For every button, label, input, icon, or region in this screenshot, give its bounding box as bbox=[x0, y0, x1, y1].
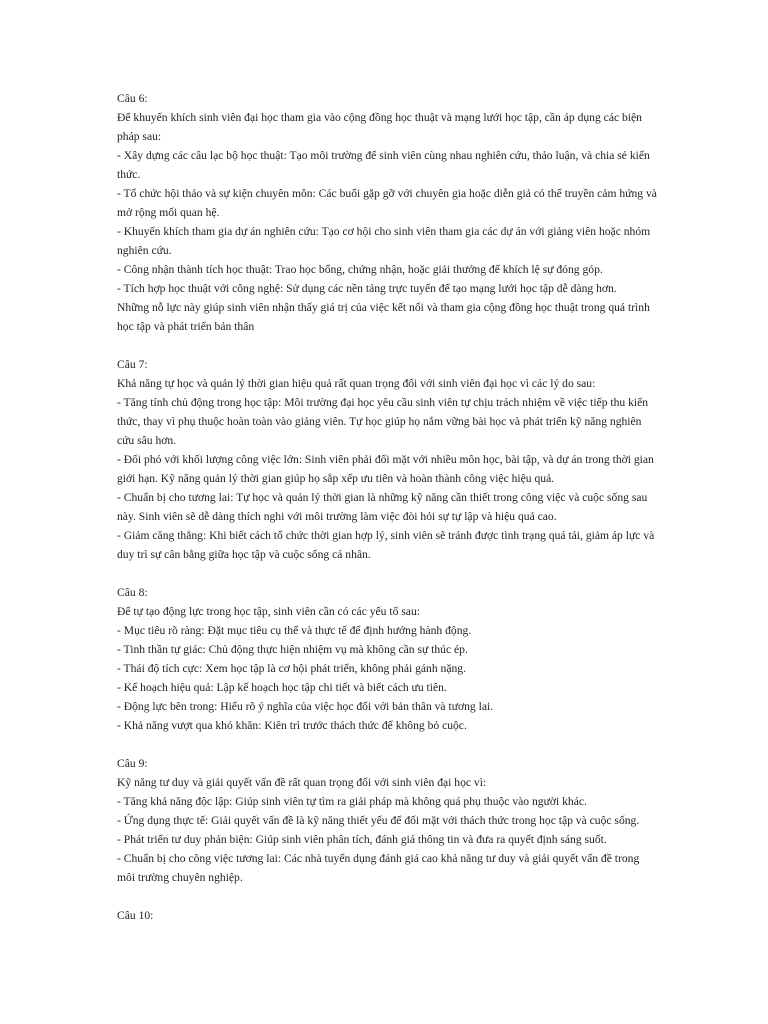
paragraph-line: - Tinh thần tự giác: Chủ động thực hiện nhiệm vụ mà không cần sự thúc ép. bbox=[117, 643, 468, 656]
paragraph-line: - Chuẩn bị cho tương lai: Tự học và quản lý thời gian là những kỹ năng cần thiết trong công việc và cuộc sống sau này. Sinh viên sẽ dễ dàng thích nghi với môi trường làm việc đòi hỏi sự tự lập và hiệu quả cao. bbox=[117, 491, 648, 523]
paragraph-line: - Động lực bên trong: Hiểu rõ ý nghĩa của việc học đối với bản thân và tương lai. bbox=[117, 700, 494, 713]
section-cau-9 bbox=[117, 754, 657, 887]
paragraph-line: Để khuyến khích sinh viên đại học tham gia vào cộng đồng học thuật và mạng lưới học tập, cần áp dụng các biện pháp sau: bbox=[117, 111, 642, 143]
section-heading: Câu 7: bbox=[117, 358, 148, 371]
paragraph-line: - Ứng dụng thực tế: Giải quyết vấn đề là kỹ năng thiết yếu để đối mặt với thách thức trong học tập và cuộc sống. bbox=[117, 814, 640, 827]
paragraph-line: - Tổ chức hội thảo và sự kiện chuyên môn: Các buổi gặp gỡ với chuyên gia hoặc diễn giả có thể truyền cảm hứng và mở rộng mối quan hệ. bbox=[117, 187, 657, 219]
paragraph-line: - Xây dựng các câu lạc bộ học thuật: Tạo môi trường để sinh viên cùng nhau nghiên cứu, thảo luận, và chia sẻ kiến thức. bbox=[117, 149, 650, 181]
paragraph-line: Để tự tạo động lực trong học tập, sinh viên cần có các yếu tố sau: bbox=[117, 605, 420, 618]
section-cau-7 bbox=[117, 355, 657, 564]
document-page bbox=[117, 89, 657, 944]
paragraph-line: - Thái độ tích cực: Xem học tập là cơ hội phát triển, không phải gánh nặng. bbox=[117, 662, 466, 675]
paragraph-line: - Kế hoạch hiệu quả: Lập kế hoạch học tập chi tiết và biết cách ưu tiên. bbox=[117, 681, 447, 694]
paragraph-line: - Giảm căng thẳng: Khi biết cách tổ chức thời gian hợp lý, sinh viên sẽ tránh được tình trạng quá tải, giảm áp lực và duy trì sự cân bằng giữa học tập và cuộc sống cá nhân. bbox=[117, 529, 655, 561]
section-heading: Câu 6: bbox=[117, 92, 148, 105]
paragraph-line: - Khả năng vượt qua khó khăn: Kiên trì trước thách thức để không bỏ cuộc. bbox=[117, 719, 467, 732]
section-cau-8 bbox=[117, 583, 657, 735]
paragraph-line: - Tăng tính chủ động trong học tập: Môi trường đại học yêu cầu sinh viên tự chịu trách nhiệm về việc tiếp thu kiến thức, thay vì phụ thuộc hoàn toàn vào giảng viên. Tự học giúp họ nắm vững bài học và phát triển kỹ năng nghiên cứu sâu hơn. bbox=[117, 396, 649, 447]
section-heading: Câu 10: bbox=[117, 909, 154, 922]
section-heading: Câu 8: bbox=[117, 586, 148, 599]
paragraph-line: - Tích hợp học thuật với công nghệ: Sử dụng các nền tảng trực tuyến để tạo mạng lưới học tập dễ dàng hơn. bbox=[117, 282, 617, 295]
section-cau-10 bbox=[117, 906, 657, 925]
paragraph-line: - Chuẩn bị cho công việc tương lai: Các nhà tuyển dụng đánh giá cao khả năng tư duy và giải quyết vấn đề trong môi trường chuyên nghiệp. bbox=[117, 852, 640, 884]
section-cau-6 bbox=[117, 89, 657, 336]
paragraph-line: - Mục tiêu rõ ràng: Đặt mục tiêu cụ thể và thực tế để định hướng hành động. bbox=[117, 624, 472, 637]
paragraph-line: - Khuyến khích tham gia dự án nghiên cứu: Tạo cơ hội cho sinh viên tham gia các dự án với giảng viên hoặc nhóm nghiên cứu. bbox=[117, 225, 651, 257]
paragraph-line: Kỹ năng tư duy và giải quyết vấn đề rất quan trọng đối với sinh viên đại học vì: bbox=[117, 776, 487, 789]
section-heading: Câu 9: bbox=[117, 757, 148, 770]
paragraph-line: Những nỗ lực này giúp sinh viên nhận thấy giá trị của việc kết nối và tham gia cộng đồng học thuật trong quá trình học tập và phát triển bản thân bbox=[117, 301, 650, 333]
paragraph-line: - Phát triển tư duy phản biện: Giúp sinh viên phân tích, đánh giá thông tin và đưa ra quyết định sáng suốt. bbox=[117, 833, 607, 846]
paragraph-line: - Đối phó với khối lượng công việc lớn: Sinh viên phải đối mặt với nhiều môn học, bài tập, và dự án trong thời gian giới hạn. Kỹ năng quản lý thời gian giúp họ sắp xếp ưu tiên và hoàn thành công việc hiệu quả. bbox=[117, 453, 654, 485]
paragraph-line: - Tăng khả năng độc lập: Giúp sinh viên tự tìm ra giải pháp mà không quá phụ thuộc vào người khác. bbox=[117, 795, 587, 808]
paragraph-line: Khả năng tự học và quản lý thời gian hiệu quả rất quan trọng đối với sinh viên đại học vì các lý do sau: bbox=[117, 377, 596, 390]
paragraph-line: - Công nhận thành tích học thuật: Trao học bổng, chứng nhận, hoặc giải thưởng để khích lệ sự đóng góp. bbox=[117, 263, 603, 276]
